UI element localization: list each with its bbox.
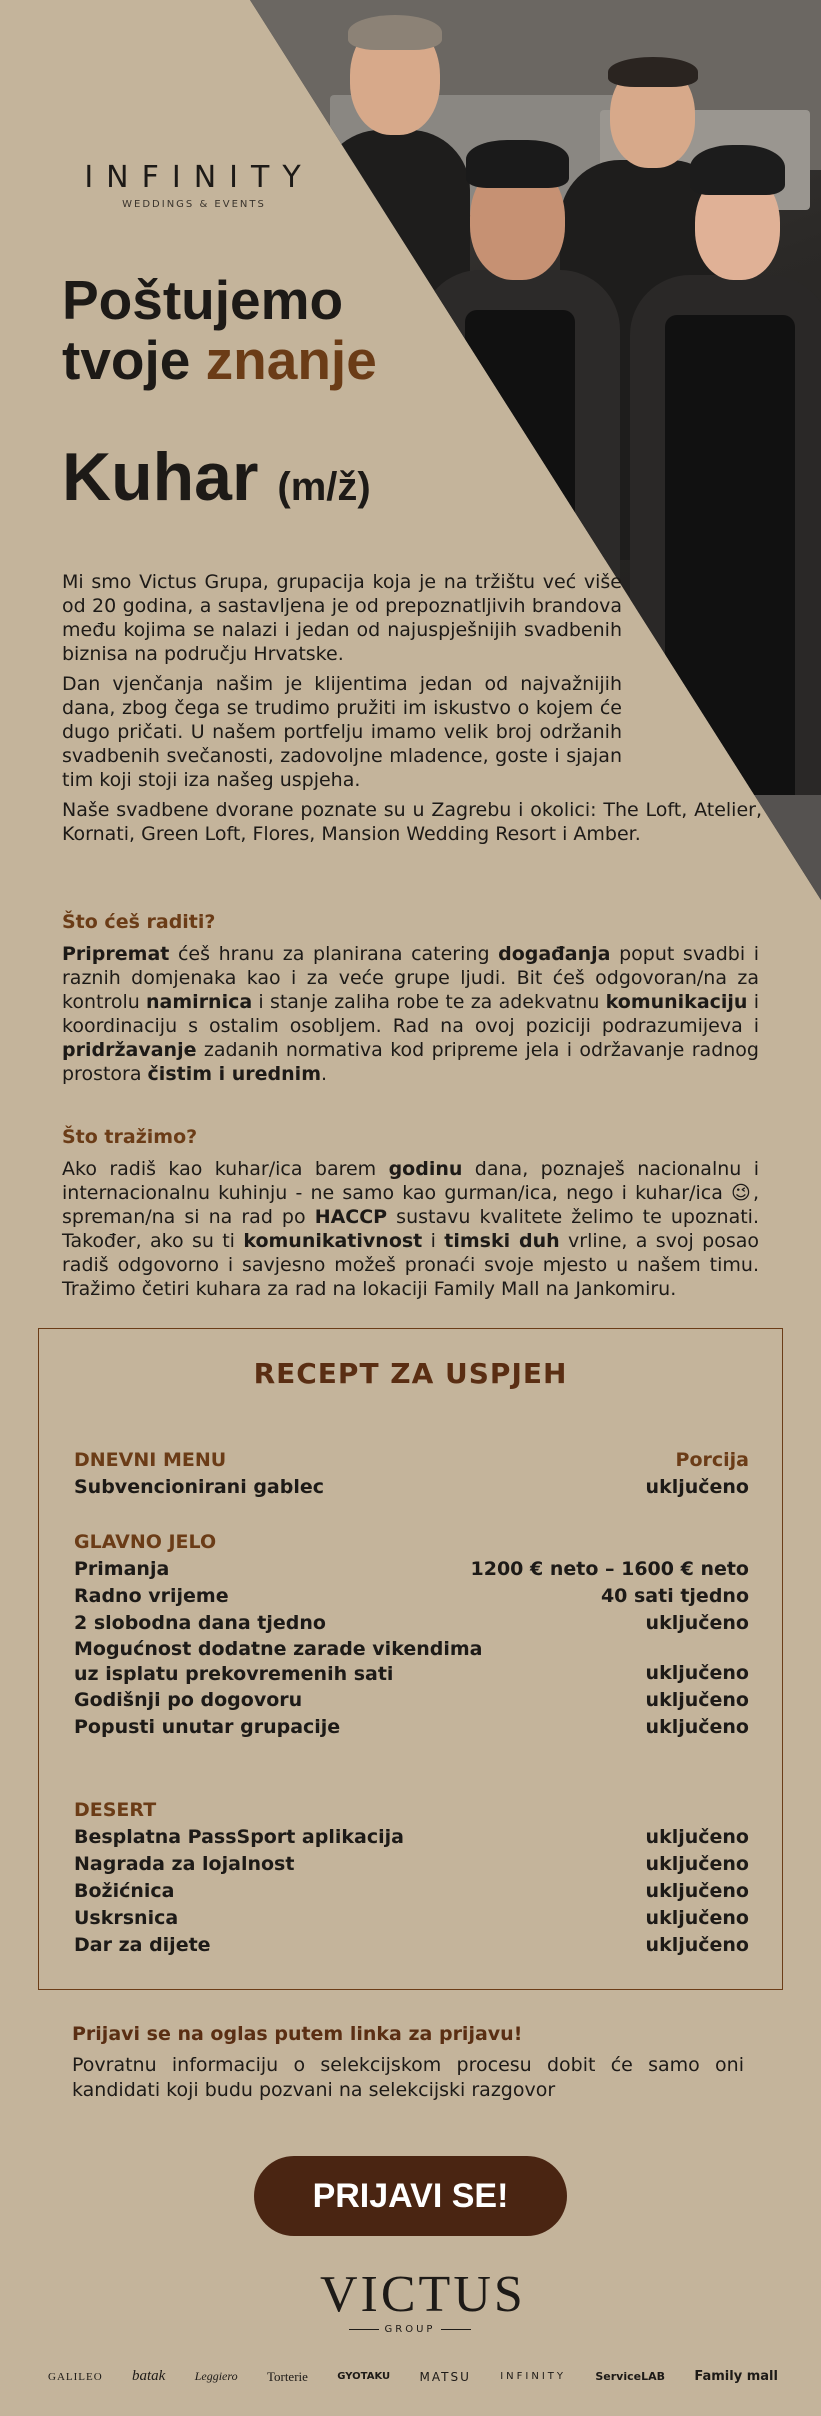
headline-line2	[62, 330, 377, 390]
list-item: Primanja 1200 € neto – 1600 € neto	[74, 1558, 749, 1580]
list-item: Božićnica uključeno	[74, 1880, 749, 1902]
list-item: Uskrsnica uključeno	[74, 1907, 749, 1929]
job-title	[62, 438, 371, 516]
brand-logo: MATSU	[419, 2369, 471, 2384]
list-item: 2 slobodna dana tjedno uključeno	[74, 1612, 749, 1634]
headline-line1: Poštujemo	[62, 269, 344, 331]
list-item: Subvencionirani gablec uključeno	[74, 1476, 749, 1498]
list-item: Popusti unutar grupacije uključeno	[74, 1716, 749, 1738]
recipe-box	[38, 1328, 783, 1990]
seeking-heading: Što tražimo?	[62, 1126, 198, 1148]
menu-group	[74, 1447, 749, 1501]
headline	[62, 270, 377, 390]
portion-label: Porcija	[675, 1449, 749, 1471]
intro-text	[62, 570, 762, 852]
menu-header	[74, 1447, 749, 1474]
brand-logo: Leggiero	[194, 2369, 238, 2383]
logo-main-text: INFINITY	[84, 160, 314, 195]
brand-logo: GALILEO	[48, 2370, 103, 2383]
brand-logo: GYOTAKU	[337, 2371, 391, 2382]
list-item: Radno vrijeme 40 sati tjedno	[74, 1585, 749, 1607]
wink-emoji-icon: 😉	[731, 1182, 753, 1204]
headline-line2-accent: znanje	[205, 329, 377, 391]
dessert-group	[74, 1797, 749, 1959]
intro-paragraph-3: Naše svadbene dvorane poznate su u Zagrebu i okolici: The Loft, Atelier, Kornati, Green Loft, Flores, Mansion Wedding Resort i Amber.	[62, 799, 762, 845]
intro-paragraph-2: Dan vjenčanja našim je klijentima jedan od najvažnijih dana, zbog čega se trudimo pružiti im iskustvo o kojem će dugo pričati. U našem portfelju imamo velik broj održanih svadbenih svečanosti, zadovoljne mladence, goste i sjajan tim koji stoji iza našeg uspjeha.	[62, 673, 622, 791]
apply-info	[72, 2022, 744, 2103]
victus-name: VICTUS	[320, 2266, 526, 2323]
list-item: Dar za dijete uključeno	[74, 1934, 749, 1956]
brand-logo: INFINITY	[500, 2371, 567, 2382]
seeking-section	[62, 1125, 759, 1301]
brand-logo: batak	[132, 2368, 166, 2384]
logo-sub-text: WEDDINGS & EVENTS	[122, 199, 266, 210]
duties-text: Pripremat ćeš hranu za planirana catering događanja poput svadbi i raznih domjenaka kao i za veće grupe ljudi. Bit ćeš odgovoran/na za kontrolu namirnica i stanje zaliha robe te za adekvatnu komunikaciju i koordinaciju s ostalim osobljem. Rad na ovoj poziciji podrazumijeva i pridržavanje zadanih normativa kod pripreme jela i održavanje radnog prostora čistim i urednim.	[62, 943, 759, 1085]
main-group	[74, 1529, 749, 1741]
apply-heading: Prijavi se na oglas putem linka za prijavu!	[72, 2023, 523, 2045]
list-item: Godišnji po dogovoru uključeno	[74, 1689, 749, 1711]
duties-section	[62, 910, 759, 1086]
list-item: Mogućnost dodatne zarade vikendima uz isplatu prekovremenih sati uključeno	[74, 1638, 749, 1685]
brand-logo: Family mall	[694, 2369, 778, 2384]
brand-logo: ServiceLAB	[595, 2370, 666, 2383]
apply-button[interactable]: PRIJAVI SE!	[254, 2156, 567, 2236]
intro-paragraph-1: Mi smo Victus Grupa, grupacija koja je na tržištu već više od 20 godina, a sastavljena je od prepoznatljivih brandova među kojima se nalazi i jedan od najuspješnijih svadbenih biznisa na području Hrvatske.	[62, 571, 622, 665]
list-item: Besplatna PassSport aplikacija uključeno	[74, 1826, 749, 1848]
infinity-logo	[64, 160, 324, 210]
seeking-text: Ako radiš kao kuhar/ica barem godinu dana, poznaješ nacionalnu i internacionalnu kuhinju - ne samo kao gurman/ica, nego i kuhar/ica 😉, spreman/na si na rad po HACCP sustavu kvalitete želimo te upoznati. Također, ako su ti komunikativnost i timski duh vrline, a svoj posao radiš odgovorno i savjesno možeš pronaći svoje mjesto u našem timu. Tražimo četiri kuhara za rad na lokaciji Family Mall na Jankomiru.	[62, 1158, 760, 1300]
apply-text: Povratnu informaciju o selekcijskom procesu dobit će samo oni kandidati koji budu pozvani na selekcijski razgovor	[72, 2054, 744, 2101]
recipe-title: RECEPT ZA USPJEH	[253, 1357, 568, 1390]
headline-line2-plain: tvoje	[62, 329, 206, 391]
duties-heading: Što ćeš raditi?	[62, 911, 216, 933]
victus-sub: GROUP	[320, 2324, 500, 2335]
brand-logo: Torterie	[266, 2368, 308, 2384]
dessert-header	[74, 1797, 749, 1824]
main-header	[74, 1529, 749, 1556]
job-title-text: Kuhar	[62, 439, 259, 515]
dessert-label: DESERT	[74, 1799, 157, 1821]
job-title-suffix: (m/ž)	[277, 465, 371, 509]
brand-logos-row	[48, 2368, 778, 2385]
victus-logo	[320, 2266, 526, 2335]
main-label: GLAVNO JELO	[74, 1531, 217, 1553]
list-item: Nagrada za lojalnost uključeno	[74, 1853, 749, 1875]
menu-label: DNEVNI MENU	[74, 1449, 227, 1471]
